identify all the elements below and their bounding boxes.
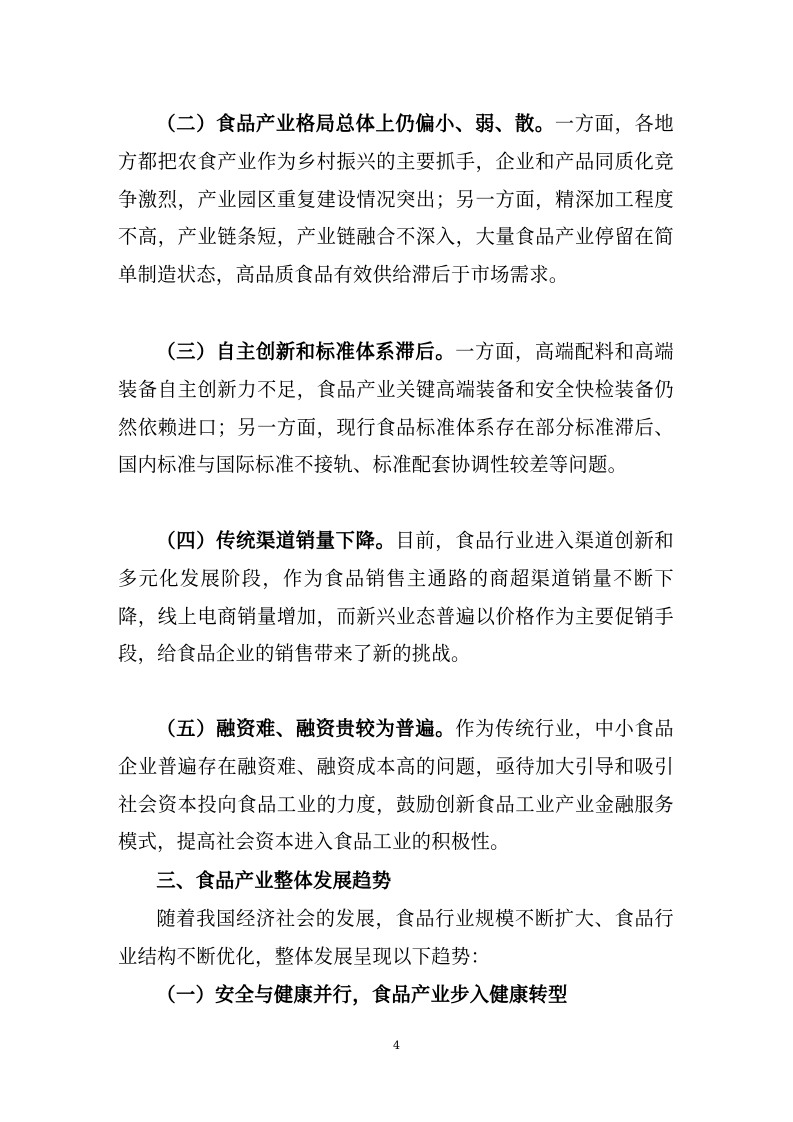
paragraph-lead: （四）传统渠道销量下降。 bbox=[156, 529, 396, 552]
paragraph-body: 一方面，高端配料和高端装备自主创新力不足，食品产业关键高端装备和安全快检装备仍然依赖进口；另一方面，现行食品标准体系存在部分标准滞后、国内标准与国际标准不接轨、标准配套协调性较差等问题。 bbox=[118, 340, 674, 477]
paragraph-innovation-standards bbox=[118, 333, 674, 484]
subsection-heading: （一）安全与健康并行，食品产业步入健康转型 bbox=[156, 983, 568, 1006]
paragraph-body: 一方面，各地方都把农食产业作为乡村振兴的主要抓手，企业和产品同质化竞争激烈，产业园区重复建设情况突出；另一方面，精深加工程度不高，产业链条短，产业链融合不深入，大量食品产业停留在简单制造状态，高品质食品有效供给滞后于市场需求。 bbox=[118, 112, 675, 287]
paragraph-financing bbox=[118, 710, 674, 861]
paragraph-body: 作为传统行业，中小食品企业普遍存在融资难、融资成本高的问题，亟待加大引导和吸引社会资本投向食品工业的力度，鼓励创新食品工业产业金融服务模式，提高社会资本进入食品工业的积极性。 bbox=[118, 717, 674, 854]
paragraph-sales-channels bbox=[118, 522, 674, 673]
section-heading: 三、食品产业整体发展趋势 bbox=[156, 869, 392, 892]
page-number: 4 bbox=[393, 1039, 400, 1052]
paragraph-industry-structure bbox=[118, 105, 674, 294]
intro-paragraph: 随着我国经济社会的发展，食品行业规模不断扩大、食品行业结构不断优化，整体发展呈现以下趋势： bbox=[118, 907, 674, 968]
paragraph-lead: （三）自主创新和标准体系滞后。 bbox=[156, 340, 456, 363]
paragraph-lead: （五）融资难、融资贵较为普遍。 bbox=[156, 717, 456, 740]
paragraph-lead: （二）食品产业格局总体上仍偏小、弱、散。 bbox=[156, 112, 555, 135]
paragraph-body: 目前，食品行业进入渠道创新和多元化发展阶段，作为食品销售主通路的商超渠道销量不断下降，线上电商销量增加，而新兴业态普遍以价格作为主要促销手段，给食品企业的销售带来了新的挑战。 bbox=[118, 529, 674, 666]
